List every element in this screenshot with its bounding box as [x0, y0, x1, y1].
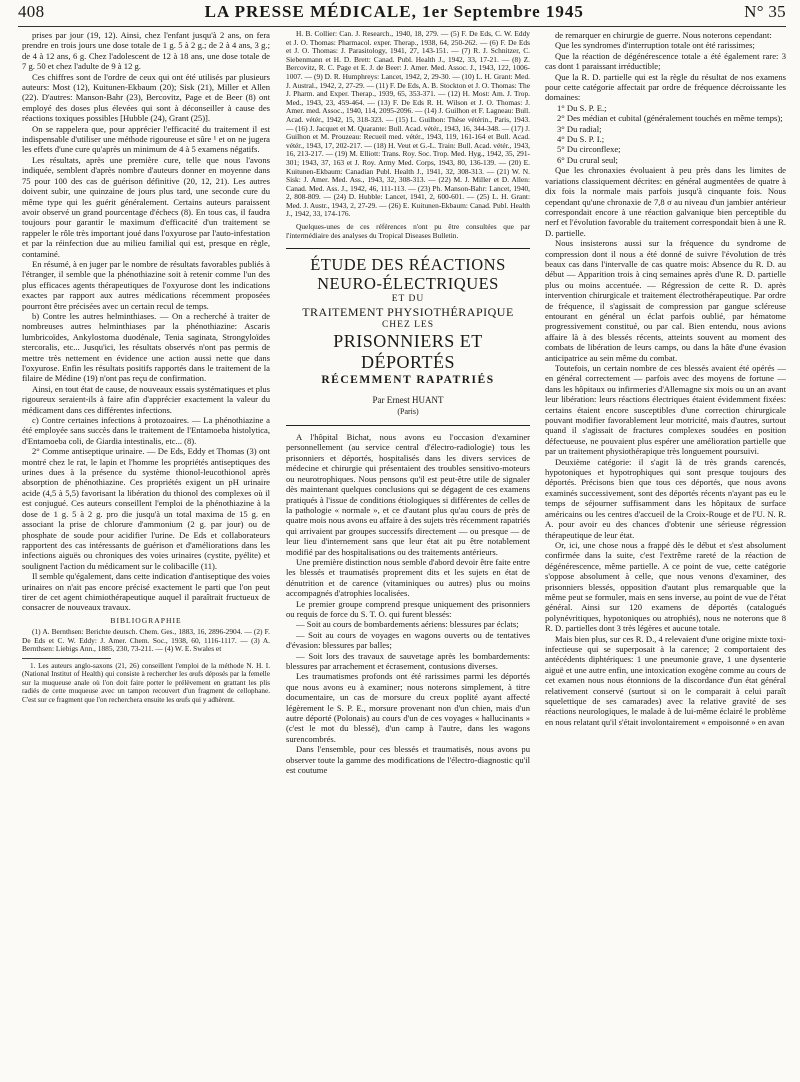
page-number: 408: [18, 2, 45, 21]
paragraph: A l'hôpital Bichat, nous avons eu l'occasion d'examiner personnellement (au service central d'électro-radiologie) tous les prisonniers et déportés, hospitalisés dans les divers services de médecine et chirurgie qui présentaient des troubles sensitivo-moteurs ou neurotrophiques. Nous pensons qu'il est peut-être utile de signaler dès maintenant quelques conclusions qui se dégagent de ces examens pratiqués à l'issue de conditions étiologiques si différentes de celles de la pathologie « normale », et ce d'autant plus qu'au cours de près de quatre mois nous avons eu affaire à des sujets très récemment rapatriés qui arrivaient par groupes successifs directement — ou presque — de leur lieu d'internement sans que leur état ait pu être notablement modifié par des hospitalisations ou des traitements antérieurs.: [286, 432, 530, 557]
list-item: 4° Du S. P. I.;: [557, 134, 605, 145]
footnote-divider: [22, 658, 111, 659]
paragraph: Que la réaction de dégénérescence totale a été également rare: 3 cas dont 1 paraissant irréductible;: [545, 50, 786, 72]
nerve-domain-list: [545, 103, 786, 165]
list-item: 3° Du radial;: [557, 123, 602, 134]
article-title-line: RÉCEMMENT RAPATRIÉS: [321, 374, 495, 387]
paragraph: Dans l'ensemble, pour ces blessés et traumatisés, nous avons pu observer toute la gamme des modifications de l'électro-diagnostic qu'il est coutume: [286, 744, 530, 776]
paragraph: Ces chiffres sont de l'ordre de ceux qui ont été utilisés par plusieurs auteurs: Most (12), Kuitunen-Ekbaum (20); Sisk (21), Miller et Allen (22). D'autres: Manson-Bahr (23), Bercovitz, Page et de Beer (8) ont employé des doses plus élevées qui sont à déconseiller à cause des réactions toxiques possibles [Hubble (24), Grant (25)].: [22, 71, 270, 124]
paragraph: prises par jour (19, 12). Ainsi, chez l'enfant jusqu'à 2 ans, on fera prendre en trois jours une dose totale de 1 g. 5 à 2 g.; de 2 à 4 ans, 3 g.; de 4 à 12 ans, 6 g. Chez l'adolescent de 12 à 18 ans, une dose totale de 7 g. 50 et chez l'adulte de 9 à 12 g.: [22, 30, 270, 72]
article-affiliation: (Paris): [397, 406, 419, 416]
paragraph: Nous insisterons aussi sur la fréquence du syndrome de compression dont il nous a été donné de suivre l'évolution de très beaux cas dans l'intervalle de cas quatre mois: Absence du R. D. au début — Apparition trois à cinq semaines après d'une R. D. partielle plus ou moins accentuée. — Régression de cette R. D. après intervention chirurgicale et traitement électrothérapeutique. Par ordre de fréquence, il s'agissait de compression par gangue scléreuse entourant en général un éclat parfois oublié, par hématome progressivement constitué, ou par cal. Bien entendu, nous avions affaire là à des blessés récents, atteints souvent au moment des combats de libération de leurs camps, ou dans la hâte d'une évasion anticipatrice au sein même du combat.: [545, 238, 786, 363]
paragraph: Que les syndromes d'interruption totale ont été rarissimes;: [555, 40, 755, 51]
list-item: 5° Du circonflexe;: [557, 144, 621, 155]
bibliography-continued: H. B. Collier: Can. J. Research., 1940, 18, 279. — (5) F. De Eds, C. W. Eddy et J. O. Thomas: Pharmacol. exper. Therap., 1938, 64, 250-262. — (6) F. De Eds et J. O. Thomas: J. Parasitology, 1941, 27, 143-151. — (7) R. J. Schnitzer, C. Siebenmann et H. D. Brett: Canad. Publ. Health J., 1942, 33, 17-21. — (8) Z. Bercovitz, R. C. Page et E. J. de Beer: J. Amer. Med. Assoc. J., 1943, 122, 1006-1007. — (9) D. R. Humphreys: Lancet, 1942, 2, 29-30. — (10) L. H. Grant: Med. J. Austral., 1942, 2, 27-29. — (11) F. De Eds, A. B. Stockton et J. O. Thomas: The J. Pharm. and Exper. Therap., 1939, 65, 353-371. — (12) H. Most: Am. J. Trop. Med., 1943, 23, 459-464. — (13) F. De Eds R. H. Wilson et J. O. Thomas: J. Amer. med. Assoc., 1940, 114, 2095-2096. — (14) J. Guilhon et F. Lagneau: Bull. Acad. vétér., 1942, 15, 318-323. — (15) L. Guilhon: Thèse vétérin., Paris, 1943. — (16) J. Jacquet et M. Quarante: Bull. Acad. vétér., 1943, 16, 344-348. — (17) J. Guilhon et M. Prouzeau: Recueil med. vétér., 1943, 119, 161-164 et Bull. Acad. vétér., 1943, 17, 202-217. — (18) H. Veut et G.-L. Train: Bull. Acad. vétér., 1943, 16, 213-217. — (19) M. Elliott: Trans. Roy. Soc. Trop. Med. Hyg., 1942, 35, 291-301; 1943, 37, 163 et J. Roy. Army Med. Corps, 1943, 80, 136-139. — (20) E. Kuitunen-Ekbaum: Canadian Publ. Health J., 1941, 32, 308-313. — (21) W. N. Sisk: J. Amer. Med. Ass., 1943, 32, 308-313. — (22) M. J. Miller et D. Allen: Canad. Med. Ass. J., 1942, 46, 111-113. — (23) Ph. Manson-Bahr: Lancet, 1940, 2, 808-809. — (24) D. Hubble: Lancet, 1941, 2, 600-601. — (25) L. H. Grant: Med. J. Austr., 1943, 2, 27-29. — (26) E. Kuitunen-Ekbaum: Canad. Publ. Health J., 1942, 33, 174-176.: [286, 30, 530, 219]
column-3: [545, 30, 786, 1074]
paragraph: de remarquer en chirurgie de guerre. Nous noterons cependant:: [555, 30, 772, 40]
paragraph: Le premier groupe comprend presque uniquement des prisonniers ou requis de force du S. T. O. qui furent blessés:: [286, 598, 530, 619]
list-item: 1° Du S. P. E.;: [557, 102, 607, 113]
page-header: [18, 2, 786, 27]
paragraph: On se rappelera que, pour apprécier l'efficacité du traitement il est indispensable d'utiliser une méthode rigoureuse et sûre ¹ et on ne jugera les effets d'une cure qu'après un minimum de 4 à 5 examens négatifs.: [22, 123, 270, 155]
paragraph: Ainsi, en tout état de cause, de nouveaux essais systématiques et plus rigoureux seraient-ils à faire afin d'apprécier exactement la valeur du médicament dans ces différentes infections.: [22, 383, 270, 415]
paragraph: Une première distinction nous semble d'abord devoir être faite entre les blessés et traumatisés proprement dits et les sujets en état de dénutrition et de carence (vitaminiques ou autres) plus ou moins accompagnés d'atrophies localisées.: [286, 556, 530, 599]
paragraph: En résumé, à en juger par le nombre de résultats favorables publiés à l'étranger, il semble que la phénothiazine soit à retenir comme l'un des plus efficaces agents thérapeutiques de l'oxyurose dont les indications exactes par rapport aux autres médications récemment proposées pourront être précisées avec un certain recul de temps.: [22, 258, 270, 311]
paragraph: Que les chronaxies évoluaient à peu près dans les limites de variations classiquement décrites: en général augmentées de quatre à dix fois la normale mais parfois jusqu'à cinquante fois. Nous cependant qu'une chronaxie de 7,8 σ au niveau d'un jambier antérieur correspondait encore à une réaction galvanique bien perceptible du nerf et l'évolution favorable du traitement correspondait bien à une R. D. partielle.: [545, 165, 786, 238]
paragraph: — Soit lors des travaux de sauvetage après les bombardements: blessures par arrachement et écrasement, contusions diverses.: [286, 650, 530, 671]
article-title-line: CHEZ LES: [381, 320, 435, 331]
article-title-line: ÉTUDE DES RÉACTIONS: [310, 255, 506, 275]
issue-number: N° 35: [744, 2, 786, 21]
bibliography-entry: (1) A. Bernthsen: Berichte deutsch. Chem. Ges., 1883, 16, 2896-2904. — (2) F. De Eds et C. W. Eddy: J. Amer. Chem. Soc., 1938, 60, 1116-1117. — (3) A. Bernthsen: Liebigs Ann., 1885, 230, 73-211. — (4) W. E. Swales et: [22, 627, 270, 654]
column-2: [286, 30, 530, 1074]
paragraph: Deuxième catégorie: il s'agit là de très grands carencés, hypotoniques et hypotrophiques qui sont presque toujours des déportés. Précisons bien que tous ces déportés, que nous avons examinés successivement, sont des déportés récents n'ayant pas eu le temps de séjourner suffisamment dans les hôpitaux de surface américains ou les centres d'accueil de la Croix-Rouge et de l'U. N. R. A. pour avoir eu des chances d'obtenir une sérieuse régression thérapeutique de leur état.: [545, 456, 786, 540]
column-1: [22, 30, 270, 1074]
article-title-line: PRISONNIERS ET DÉPORTÉS: [333, 331, 483, 373]
article-title-line: NEURO-ÉLECTRIQUES: [317, 274, 499, 294]
list-item: 2° Des médian et cubital (généralement touchés en même temps);: [557, 113, 783, 124]
bibliography-heading: BIBLIOGRAPHIE: [110, 615, 182, 625]
paragraph: Les résultats, après une première cure, telle que nous l'avons indiquée, semblent d'après nombre d'auteurs donner en moyenne dans 75 pour 100 des cas de guérison définitive (20, 12, 21). Les autres doivent subir, une quinzaine de jours plus tard, une seconde cure du même type qui les guérit généralement. Certains auteurs paraissent avoir observé un grand pourcentage d'échecs (8). En tous cas, il faudra toujours pour garantir le maximum d'efficacité d'un traitement se rappeler le rôle très important joué dans l'oxyurose par l'auto-infestation et par la réinfection due au milieu familial qui est, presque en règle, contaminé.: [22, 154, 270, 259]
paragraph: Il semble qu'également, dans cette indication d'antiseptique des voies urinaires on n'ait pas encore précisé exactement le parti que l'on peut tirer de cet agent chimiothérapeutique auquel il paraîtrait fructueux de consacrer de nouveaux travaux.: [22, 571, 270, 613]
article-author: Par Ernest HUANT: [372, 395, 444, 406]
paragraph: Que la R. D. partielle qui est la règle du résultat de nos examens pour cette catégorie affectait par ordre de fréquence décroissante les domaines:: [545, 71, 786, 103]
paragraph: 2° Comme antiseptique urinaire. — De Eds, Eddy et Thomas (3) ont montré chez le rat, le lapin et l'homme les propriétés antiseptiques des urines dues à la présence du système thionol-leucothionol après absorption de phénothiazine. Ces propriétés exigent un pH urinaire acide (4,5 à 5,5) favorisant la libération du thionol des complexes où il est conjugué. Ces auteurs conseillent l'emploi de la phénothiazine à la dose de 1 g. 5 à 2 g. pro die jusqu'à un total maxima de 15 g. en associant la prise de chlorure d'ammonium (2 g. par jour) ou de phosphate de soude pour acidifier l'urine. De Eds et collaborateurs rapportent des cas intéressants de guérison et d'améliorations dans les infections aiguës ou chroniques des voies urinaires (cystite, pyélite) et soulignent l'action du médicament sur le colibacille (11).: [22, 446, 270, 571]
paragraph: — Soit au cours de bombardements aériens: blessures par éclats;: [296, 619, 519, 630]
article-title-line: ET DU: [391, 294, 425, 305]
paragraph: c) Contre certaines infections à protozoaires. — La phénothiazine a été employée sans succès dans le traitement de l'Entamoeba histolytica, d'Entamoeba coli, de Giardia intestinalis, etc... (8).: [22, 415, 270, 446]
paragraph: — Soit au cours de voyages en wagons ouverts ou de tentatives d'évasion: blessures par balles;: [286, 629, 530, 651]
paragraph: Les traumatismes profonds ont été rarissimes parmi les déportés que nous avons eu à examiner; nous noterons simplement, à titre documentaire, un cas de morsure du creux poplité ayant affecté légèrement le S. P. E., morsure provenant non d'un chien, mais d'un autre déporté (Polonais) au cours d'un de ces voyages « hallucinants » (c'est le mot du blessé), d'un camp à l'autre, dans les wagons surencombrés.: [286, 671, 530, 744]
footnote: 1. Les auteurs anglo-saxons (21, 26) conseillent l'emploi de la méthode N. H. I. (National Institut of Health) qui consiste à rechercher les œufs déposés par la femelle sur la muqueuse anale où l'on doit faire porter le prélèvement en grattant les plis radiés de cette muqueuse avec un tampon recouvert d'un fragment de cellophane. C'est sur ce fragment que l'on recherchera ensuite les œufs qui y adhèrent.: [22, 661, 270, 704]
article-title-line: TRAITEMENT PHYSIOTHÉRAPIQUE: [302, 305, 514, 320]
list-item: 6° Du crural seul;: [557, 154, 618, 165]
journal-title: LA PRESSE MÉDICALE, 1er Septembre 1945: [204, 2, 584, 21]
paragraph: Toutefois, un certain nombre de ces blessés avaient été opérés — en général correctement — parfois avec des moyens de fortune — dans les hôpitaux ou infirmeries d'Allemagne six mois ou un an avant leur libération: leurs réactions électriques étaient évidemment fixées: certains étaient encore susceptibles d'une correction chirurgicale pouvant modifier favorablement leur motricité, mais d'autres, surtout quand il s'agissait de fractures complexes soudées en position défectueuse, ne pouvaient plus espérer une amélioration partielle que par un traitement physiothérapique très longuement poursuivi.: [545, 363, 786, 457]
paragraph: b) Contre les autres helminthiases. — On a recherché à traiter de nombreuses autres helminthiases par la phénothiazine: Ascaris lumbricoïdes, Ankylostoma duodénale, Tenia saginata, Strongyloïdes stercoralis, etc... Jusqu'ici, les résultats observés n'ont pas permis de mettre très nettement en évidence une action aussi nette que dans l'oxyurose. Enfin les résultats positifs rapportés dans le traitement de la filaire de Médine (19) n'ont pas reçu de confirmation.: [22, 310, 270, 384]
article-title-block: [286, 248, 530, 426]
paragraph: Mais bien plus, sur ces R. D., 4 relevaient d'une origine mixte toxi-infectieuse qui se superposait à la carence; 2 comportaient des antécédents diphtériques: 1 une pneumonie grave, 1 une dysenterie aiguë et une autre enfin, une intoxication exogène comme au cours de cet examen nous nous étonnions de la discordance d'un état général relativement conservé (surtout si on le comparait à celui paraît squelettique de ses camarades) avec la relative gravité de ses réactions neurologiques, le malade à de lui-même éclairé le problème en nous relatant qu'il s'était involontairement « empoisonné » en avan: [545, 633, 786, 727]
paragraph: Or, ici, une chose nous a frappé dès le début et s'est absolument confirmée dans la suite, c'est l'extrême rareté de la réaction de dégénérescence, même partielle. A ce point de vue, cette catégorie s'oppose absolument à celle, que nous venons d'examiner, des prisonniers blessés, opposition d'autant plus remarquable que la même peut se formuler, mais en sens inverse, au point de vue de l'état général. Ainsi sur 120 examens de déportés (catalogués polynévritiques, hypotoniques ou atrophiés), nous ne noterons que 8 R. D. partielles dont 3 très légères et aucune totale.: [545, 539, 786, 634]
bibliography-note: Quelques-unes de ces références n'ont pu être consultées que par l'intermédiaire des analyses du Tropical Diseases Bulletin.: [286, 222, 530, 240]
